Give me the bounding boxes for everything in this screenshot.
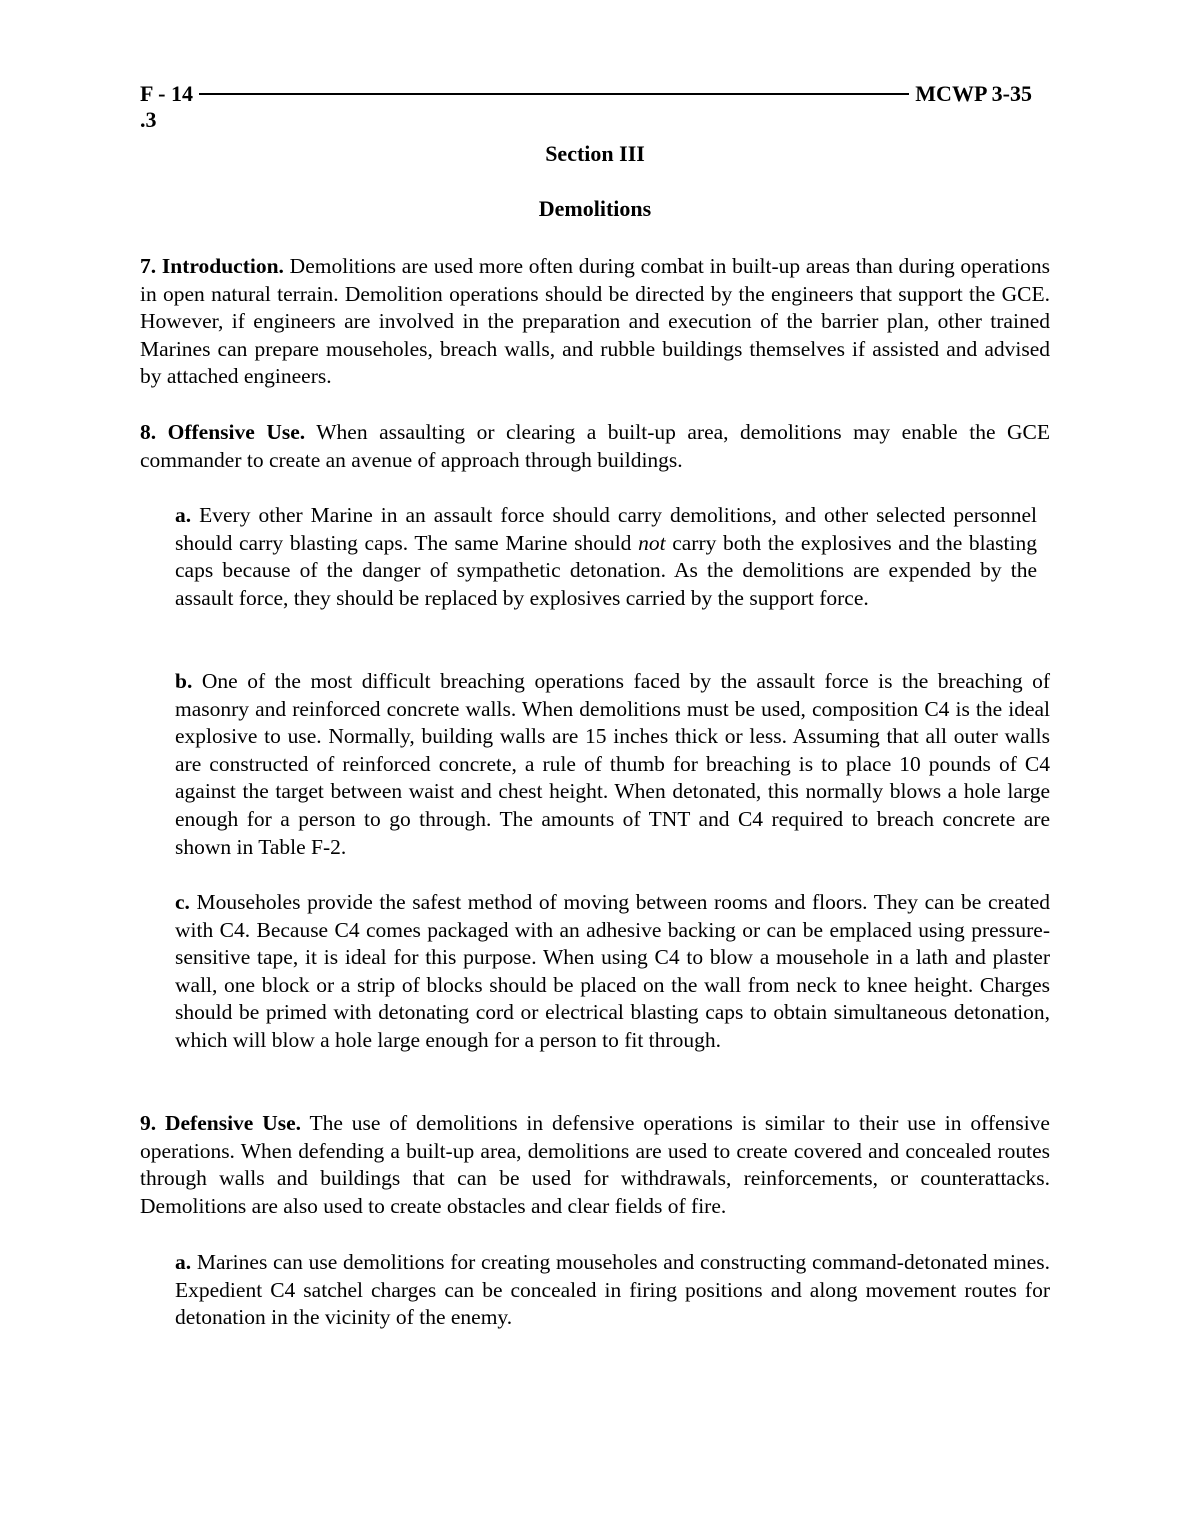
paragraph-label: 7. Introduction. bbox=[140, 254, 284, 278]
paragraph-9-defensive-use bbox=[140, 1110, 1050, 1220]
paragraph-text: Demolitions are used more often during combat in built-up areas than during operations in open natural terrain. Demolition operations should be directed by the engineers that support the GCE. However, if engineers are involved in the preparation and execution of the barrier plan, other trained Marines can prepare mouseholes, breach walls, and rubble buildings themselves if assisted and advised by attached engineers. bbox=[140, 254, 1050, 389]
paragraph-label: a. bbox=[175, 1250, 192, 1274]
paragraph-7-introduction bbox=[140, 253, 1050, 391]
paragraph-8c bbox=[175, 889, 1050, 1055]
paragraph-emphasis: not bbox=[638, 530, 666, 555]
paragraph-text-continued: carry both the explosives and the blasting caps because of the danger of sympathetic detonation. As the demolitions are expended by the assault force, they should be replaced by explosives carried by the support force. bbox=[175, 530, 1037, 610]
paragraph-text: One of the most difficult breaching operations faced by the assault force is the breaching of masonry and reinforced concrete walls. When demolitions must be used, composition C4 is the ideal explosive to use. Normally, building walls are 15 inches thick or less. Assuming that all outer walls are constructed of reinforced concrete, a rule of thumb for breaching is to place 10 pounds of C4 against the target between waist and chest height. When detonated, this normally blows a hole large enough for a person to go through. The amounts of TNT and C4 required to breach concrete are shown in Table F-2. bbox=[175, 669, 1050, 859]
publication-id: MCWP 3-35 bbox=[915, 81, 1032, 106]
page-number: F - 14 bbox=[140, 81, 193, 106]
paragraph-8a bbox=[175, 502, 1037, 612]
page-number-continuation: .3 bbox=[140, 107, 157, 132]
paragraph-label: c. bbox=[175, 890, 190, 914]
paragraph-9a bbox=[175, 1249, 1050, 1332]
paragraph-text: Marines can use demolitions for creating mouseholes and constructing command-detonated mines. Expedient C4 satchel charges can be concealed in firing positions and along movement routes for detonation in the vicinity of the enemy. bbox=[175, 1250, 1050, 1330]
paragraph-text: The use of demolitions in defensive operations is similar to their use in offensive operations. When defending a built-up area, demolitions are used to create covered and concealed routes through walls and buildings that can be used for withdrawals, reinforcements, or counterattacks. Demolitions are also used to create obstacles and clear fields of fire. bbox=[140, 1111, 1050, 1218]
paragraph-label: b. bbox=[175, 669, 193, 693]
section-title: Demolitions bbox=[538, 196, 652, 221]
paragraph-text: When assaulting or clearing a built-up area, demolitions may enable the GCE commander to create an avenue of approach through buildings. bbox=[140, 420, 1050, 472]
paragraph-label: 8. Offensive Use. bbox=[140, 420, 306, 444]
paragraph-label: 9. Defensive Use. bbox=[140, 1111, 302, 1135]
paragraph-8b bbox=[175, 668, 1050, 861]
page-header bbox=[140, 80, 1032, 108]
header-rule bbox=[199, 93, 909, 95]
paragraph-text: Mouseholes provide the safest method of moving between rooms and floors. They can be created with C4. Because C4 comes packaged with an adhesive backing or can be emplaced using pressure-sensitive tape, it is ideal for this purpose. When using C4 to blow a mousehole in a lath and plaster wall, one block or a strip of blocks should be placed on the wall from neck to knee height. Charges should be primed with detonating cord or electrical blasting caps to obtain simultaneous detonation, which will blow a hole large enough for a person to fit through. bbox=[175, 890, 1050, 1052]
paragraph-8-offensive-use bbox=[140, 419, 1050, 474]
paragraph-label: a. bbox=[175, 503, 192, 527]
paragraph-text: Every other Marine in an assault force should carry demolitions, and other selected personnel should carry blasting caps. The same Marine should bbox=[175, 503, 1037, 555]
section-number: Section III bbox=[545, 141, 645, 166]
